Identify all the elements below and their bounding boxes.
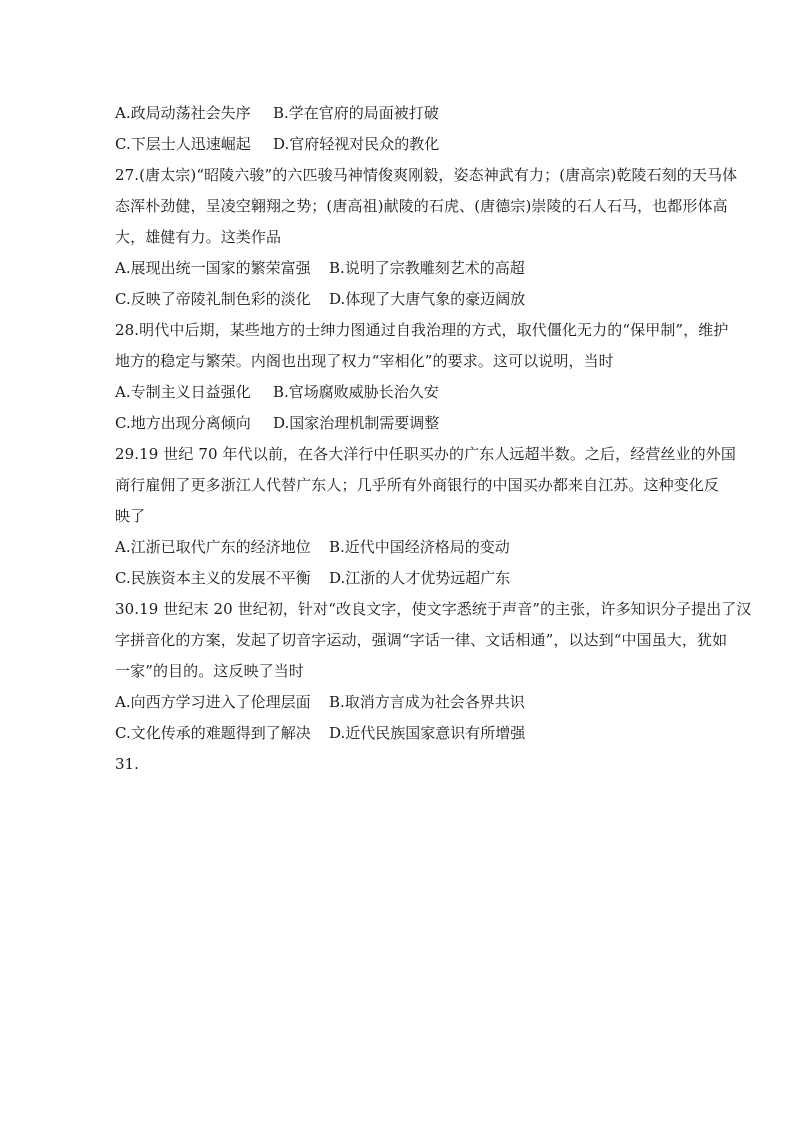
option-c: C.文化传承的难题得到了解决 <box>115 724 311 742</box>
options-row-1 <box>115 377 685 408</box>
option-d: D.近代民族国家意识有所增强 <box>329 724 526 742</box>
option-c: C.反映了帝陵礼制色彩的淡化 <box>115 290 311 308</box>
options-row-1 <box>115 532 685 563</box>
question-stem-line: 一家”的目的。这反映了当时 <box>115 662 304 680</box>
question-stem-line: 大，雄健有力。这类作品 <box>115 228 282 246</box>
option-d: D.官府轻视对民众的教化 <box>273 135 440 153</box>
option-b: B.官场腐败威胁长治久安 <box>273 383 439 401</box>
options-row-1 <box>115 253 685 284</box>
option-c: C.地方出现分离倾向 <box>115 414 251 432</box>
prev-options-row-1 <box>115 98 685 129</box>
option-b: B.取消方言成为社会各界共识 <box>329 693 525 711</box>
options-row-2 <box>115 408 685 439</box>
question-stem-line: 27.(唐太宗)“昭陵六骏”的六匹骏马神情俊爽刚毅，姿态神武有力；(唐高宗)乾陵石刻的天马体 <box>115 166 738 184</box>
option-d: D.江浙的人才优势远超广东 <box>329 569 511 587</box>
question-stem-line: 商行雇佣了更多浙江人代替广东人；几乎所有外商银行的中国买办都来自江苏。这种变化反 <box>115 476 720 494</box>
option-d: D.体现了大唐气象的豪迈阔放 <box>329 290 526 308</box>
next-question-number: 31. <box>115 755 139 773</box>
option-a: A.展现出统一国家的繁荣富强 <box>115 259 311 277</box>
question-stem-line: 28.明代中后期，某些地方的士绅力图通过自我治理的方式，取代僵化无力的“保甲制”，维护 <box>115 321 729 339</box>
options-row-2 <box>115 718 685 749</box>
question-stem-line: 字拼音化的方案，发起了切音字运动，强调“字话一律、文话相通”，以达到“中国虽大，犹如 <box>115 631 728 649</box>
option-c: C.民族资本主义的发展不平衡 <box>115 569 311 587</box>
question-stem-line: 态浑朴劲健，呈凌空翱翔之势；(唐高祖)献陵的石虎、(唐德宗)崇陵的石人石马，也都形体高 <box>115 197 728 215</box>
option-a: A.江浙已取代广东的经济地位 <box>115 538 311 556</box>
prev-options-row-2 <box>115 129 685 160</box>
question-stem-line: 30.19 世纪末 20 世纪初，针对“改良文字，使文字悉统于声音”的主张，许多知识分子提出了汉 <box>115 600 752 618</box>
option-a: A.向西方学习进入了伦理层面 <box>115 693 311 711</box>
option-a: A.专制主义日益强化 <box>115 383 251 401</box>
question-28 <box>115 315 729 439</box>
option-b: B.说明了宗教雕刻艺术的高超 <box>329 259 525 277</box>
exam-page <box>115 98 752 780</box>
option-c: C.下层士人迅速崛起 <box>115 135 251 153</box>
question-stem-line: 映了 <box>115 507 146 525</box>
question-30 <box>115 594 752 749</box>
option-b: B.学在官府的局面被打破 <box>273 104 439 122</box>
question-29 <box>115 439 736 594</box>
options-row-2 <box>115 284 685 315</box>
question-stem-line: 29.19 世纪 70 年代以前，在各大洋行中任职买办的广东人远超半数。之后，经营丝业的外国 <box>115 445 736 463</box>
question-27 <box>115 160 738 315</box>
options-row-2 <box>115 563 685 594</box>
option-b: B.近代中国经济格局的变动 <box>329 538 510 556</box>
options-row-1 <box>115 687 685 718</box>
question-stem-line: 地方的稳定与繁荣。内阁也出现了权力“宰相化”的要求。这可以说明，当时 <box>115 352 614 370</box>
option-d: D.国家治理机制需要调整 <box>273 414 440 432</box>
option-a: A.政局动荡社会失序 <box>115 104 251 122</box>
